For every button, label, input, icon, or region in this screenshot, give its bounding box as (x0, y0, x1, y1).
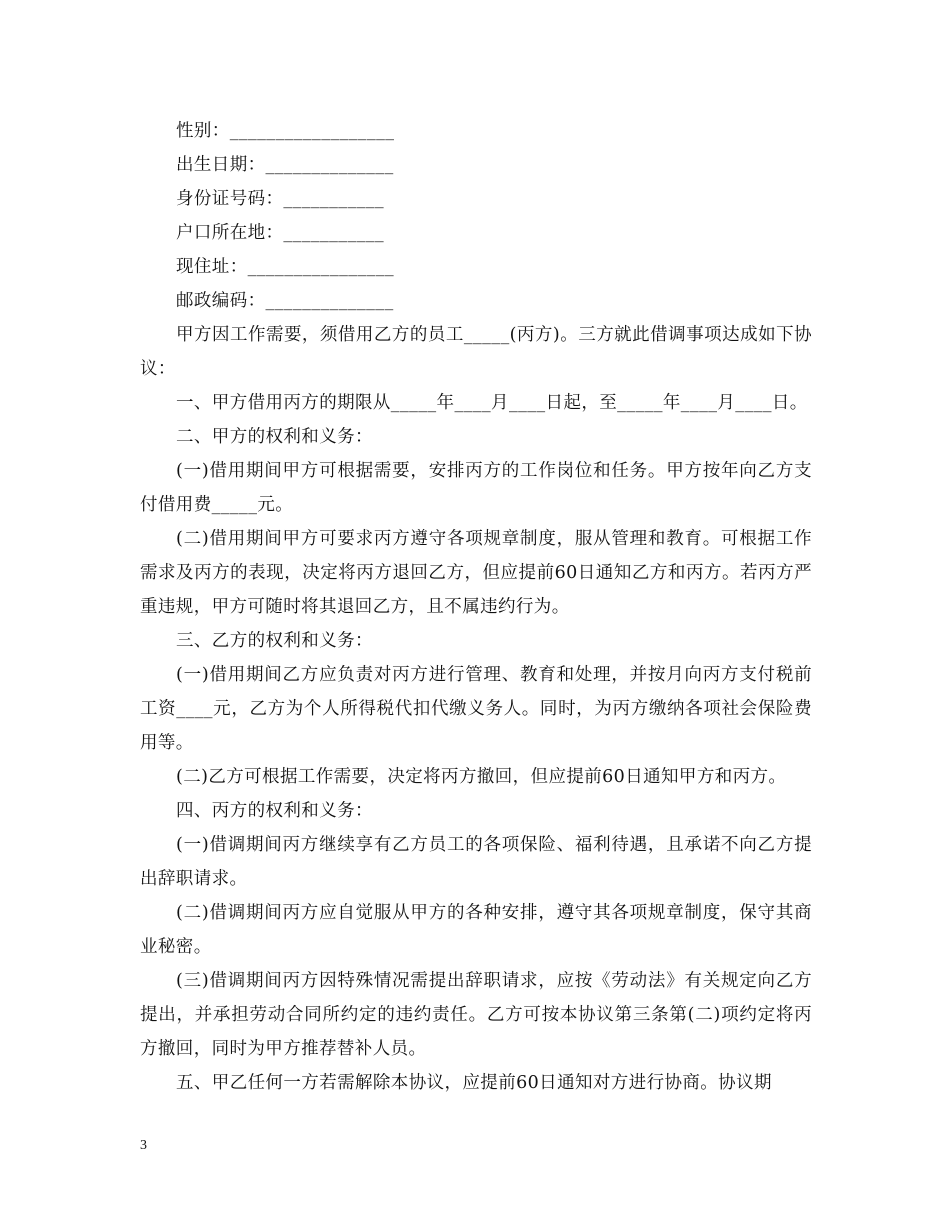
field-id-number: 身份证号码：___________ (176, 189, 385, 209)
clause-5-termination: 五、甲乙任何一方若需解除本协议，应提前60日通知对方进行协商。协议期 (176, 1073, 772, 1093)
clause-4-item-1: (一)借调期间丙方继续享有乙方员工的各项保险、福利待遇，且承诺不向乙方提出辞职请求。 (140, 835, 812, 889)
field-current-address: 现住址：________________ (176, 257, 394, 277)
clause-3-item-1: (一)借用期间乙方应负责对丙方进行管理、教育和处理，并按月向丙方支付税前工资____元，乙方为个人所得税代扣代缴义务人。同时，为丙方缴纳各项社会保险费用等。 (140, 665, 812, 753)
clause-4-heading: 四、丙方的权利和义务： (176, 801, 373, 821)
clause-3-heading: 三、乙方的权利和义务： (176, 631, 373, 651)
field-gender: 性别：__________________ (176, 121, 395, 141)
field-household-registration: 户口所在地：___________ (176, 223, 385, 243)
document-body (140, 114, 812, 1100)
clause-4-item-2: (二)借调期间丙方应自觉服从甲方的各种安排，遵守其各项规章制度，保守其商业秘密。 (140, 903, 812, 957)
field-birth-date: 出生日期：______________ (176, 155, 394, 175)
clause-2-item-1: (一)借用期间甲方可根据需要，安排丙方的工作岗位和任务。甲方按年向乙方支付借用费_____元。 (140, 461, 812, 515)
clause-2-item-2: (二)借用期间甲方可要求丙方遵守各项规章制度，服从管理和教育。可根据工作需求及丙方的表现，决定将丙方退回乙方，但应提前60日通知乙方和丙方。若丙方严重违规，甲方可随时将其退回乙方，且不属违约行为。 (140, 529, 812, 617)
page-number: 3 (140, 1138, 147, 1153)
clause-2-heading: 二、甲方的权利和义务： (176, 427, 373, 447)
clause-1-term: 一、甲方借用丙方的期限从_____年____月____日起，至_____年____月____日。 (176, 393, 808, 413)
field-postal-code: 邮政编码：______________ (176, 291, 394, 311)
clause-3-item-2: (二)乙方可根据工作需要，决定将丙方撤回，但应提前60日通知甲方和丙方。 (176, 767, 787, 787)
intro-paragraph: 甲方因工作需要，须借用乙方的员工_____(丙方)。三方就此借调事项达成如下协议： (140, 325, 812, 379)
clause-4-item-3: (三)借调期间丙方因特殊情况需提出辞职请求，应按《劳动法》有关规定向乙方提出，并承担劳动合同所约定的违约责任。乙方可按本协议第三条第(二)项约定将丙方撤回，同时为甲方推荐替补人员。 (140, 971, 812, 1059)
